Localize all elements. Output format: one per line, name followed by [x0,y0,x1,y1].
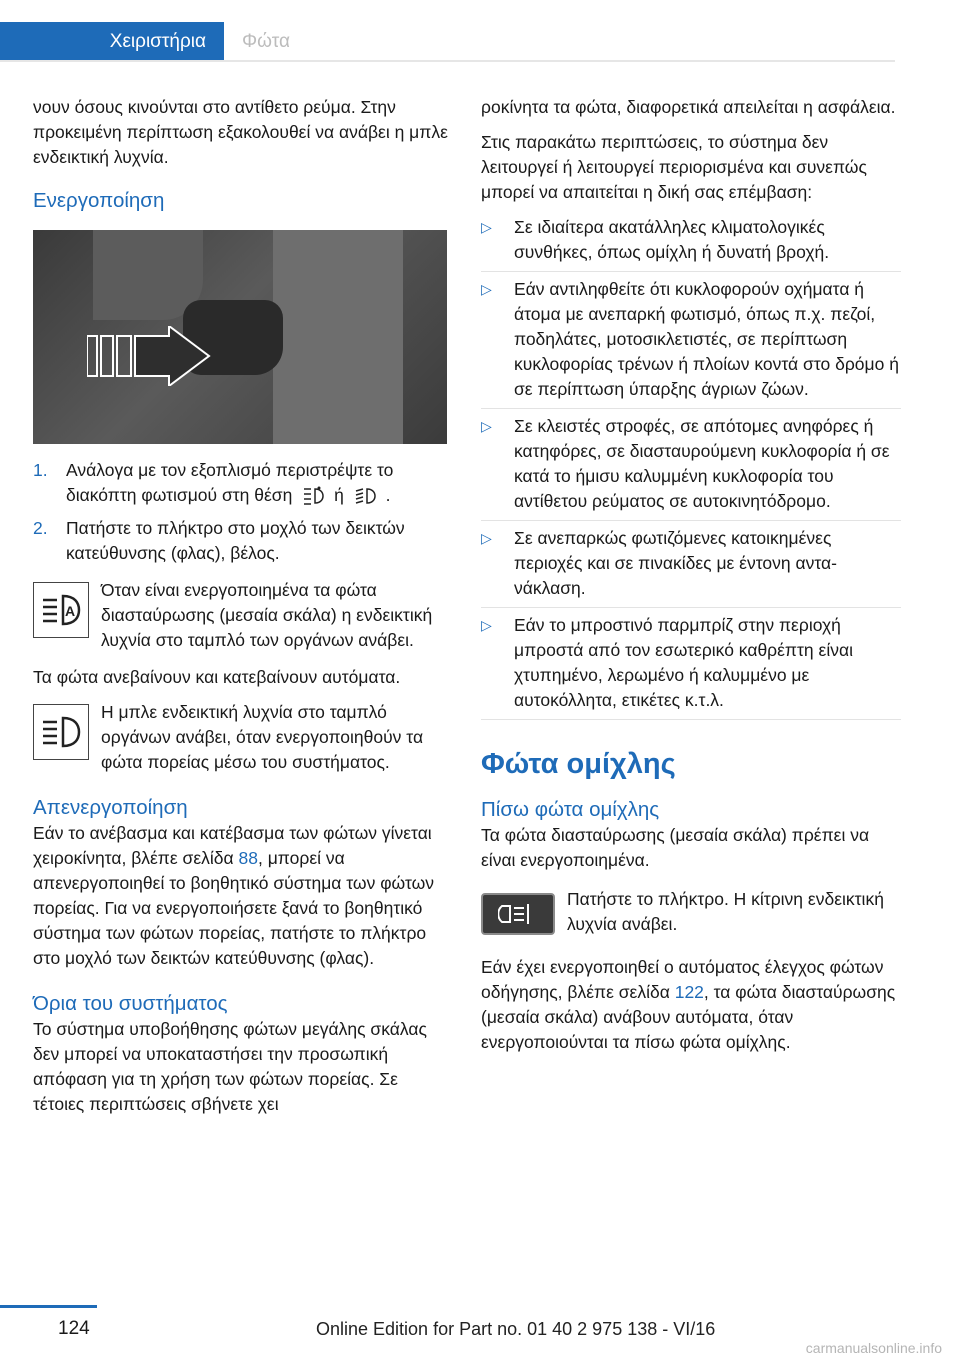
left-column [33,95,453,1127]
intro-paragraph: νουν όσους κινούνται στο αντίθετο ρεύμα. Στην προκειμένη περίπτωση εξακολουθεί να ανάβει η μπλε ενδεικτική λυχνία. [33,97,448,167]
header-divider [0,60,895,62]
list-item: ▷ Εάν το μπροστινό παρμπρίζ στην περιοχή μπροστά από τον εσωτερικό καθρέπτη είναι χτυπημένο, λερωμένο ή καλυμμένο με αυτοκόλλητα, ετικέτες κ.τ.λ. [481,613,901,713]
auto-light-control-paragraph: Εάν έχει ενεργοποιηθεί ο αυτόματος έλεγχος φώτων οδήγησης, βλέπε σελίδα 122, τα φώτα διασταύρωσης (μεσαία σκάλα) ανάβουν αυτόματα, όταν ενεργοποιούνται τα πίσω φώτα ομίχλης. [481,957,896,1052]
deactivation-paragraph: Εάν το ανέβασμα και κατέβασμα των φώτων γίνεται χειροκίνητα, βλέπε σελίδα 88, μπορεί να απενεργοποιηθεί το βοηθητικό σύστημα των φώτων πορείας. Για να ενεργοποιήσετε ξανά το βοηθητικό σύστημα των φώτων πορείας, πατήστε το πλήκτρο στο μοχλό των δεικτών κατεύθυνσης (φλας). [33,823,435,968]
edition-text: Online Edition for Part no. 01 40 2 975 138 - VI/16 [316,1319,716,1339]
photo-column [273,230,403,444]
bullet-marker-icon: ▷ [481,617,492,633]
bullet-marker-icon: ▷ [481,219,492,235]
list-item: ▷ Σε κλειστές στροφές, σε απότομες ανηφόρες ή κατηφόρες, σε διασταυρούμενη κυκλοφορία ή σε κατά το ήμισυ καλυμμένη κυκλοφορία του αντίθετου ρεύματος σε αυτοκινητόδρομο. [481,414,901,514]
bullet-marker-icon: ▷ [481,281,492,297]
list-item: ▷ Σε ιδιαίτερα ακατάλληλες κλιματολογικές συνθήκες, όπως ομίχλη ή δυνατή βροχή. [481,215,901,265]
lever-photo [33,230,447,444]
tab-controls[interactable]: Χειριστήρια [0,22,224,62]
limits-paragraph: Το σύστημα υποβοήθησης φώτων μεγάλης σκάλας δεν μπορεί να υποκαταστήσει την προσωπική απόφαση για τη χρήση των φώτων πορείας. Σε τέτοιες περιπτώσεις σβήνετε χει [33,1019,427,1114]
activation-steps [33,458,453,566]
low-beam-icon [353,485,377,507]
bullet-marker-icon: ▷ [481,418,492,434]
heading-limits: Όρια του συστήματος [33,992,228,1015]
rear-fog-requirement: Τα φώτα διασταύρωσης (μεσαία σκάλα) πρέπει να είναι ενεργοποιημένα. [481,825,870,870]
high-beam-indicator-icon [33,704,89,760]
svg-text:A: A [65,603,76,619]
rear-fog-button-icon [481,893,555,935]
right-column [481,95,901,1065]
tab-lights[interactable]: Φώτα [242,31,290,52]
page-link-122[interactable]: 122 [674,982,704,1002]
info-high-beam-indicator: Η μπλε ενδεικτική λυχνία στο ταμπλό οργάνων ανάβει, όταν ενεργοποιηθούν τα φώτα πορείας μέσω του συστήματος. [33,700,453,775]
heading-fog-lights: Φώτα ομίχλης [481,748,676,780]
page-link-88[interactable]: 88 [238,848,258,868]
auto-high-beam-indicator-icon [33,582,89,638]
cases-intro-paragraph: Στις παρακάτω περιπτώσεις, το σύστημα δεν λειτουργεί ή λειτουργεί περιορισμένα και συνεπώς μπορεί να απαιτείται η δική σας επέμβαση: [481,132,867,202]
continuation-paragraph: ροκίνητα τα φώτα, διαφορετικά απειλείται η ασφάλεια. [481,97,896,117]
header-bar [0,0,895,62]
limitations-list [481,215,901,713]
list-item: 1. Ανάλογα με τον εξοπλισμό περιστρέψτε το διακόπτη φωτισμού στη θέση ή . [33,458,453,508]
list-item: ▷ Εάν αντιληφθείτε ότι κυκλοφορούν οχήματα ή άτομα με ανεπαρκή φωτισμό, όπως π.χ. πεζοί, ποδηλάτες, μοτοσικλετιστές, σε περίπτωση κυκλοφορίας τρένων ή πλοίων κοντά στο δρόμο ή σε περίπτωση ύπαρξης άγριων ζώων. [481,277,901,402]
auto-paragraph: Τα φώτα ανεβαίνουν και κατεβαίνουν αυτόματα. [33,667,401,687]
arrow-icon [87,326,217,386]
heading-deactivation: Απενεργοποίηση [33,796,188,819]
rear-fog-button-info: Πατήστε το πλήκτρο. Η κίτρινη ενδεικτική λυχνία ανάβει. [481,887,901,941]
list-item: ▷ Σε ανεπαρκώς φωτιζόμενες κατοικημένες περιοχές και σε πινακίδες με έντονη αντανάκλαση. [481,526,901,601]
page-number: 124 [58,1318,90,1339]
bullet-marker-icon: ▷ [481,530,492,546]
auto-light-switch-icon [301,485,325,507]
info-low-beam-indicator: A Όταν είναι ενεργοποιημένα τα φώτα διασταύρωσης (μεσαία σκάλα) η ενδεικτική λυχνία στο ταμπλό των οργάνων ανάβει. [33,578,453,653]
list-item: 2. Πατήστε το πλήκτρο στο μοχλό των δεικτών κατεύθυνσης (φλας), βέλος. [33,518,405,563]
watermark: carmanualsonline.info [805,1340,942,1356]
footer-accent-line [0,1305,97,1308]
heading-rear-fog-lights: Πίσω φώτα ομίχλης [481,798,660,821]
heading-activation: Ενεργοποίηση [33,189,165,212]
